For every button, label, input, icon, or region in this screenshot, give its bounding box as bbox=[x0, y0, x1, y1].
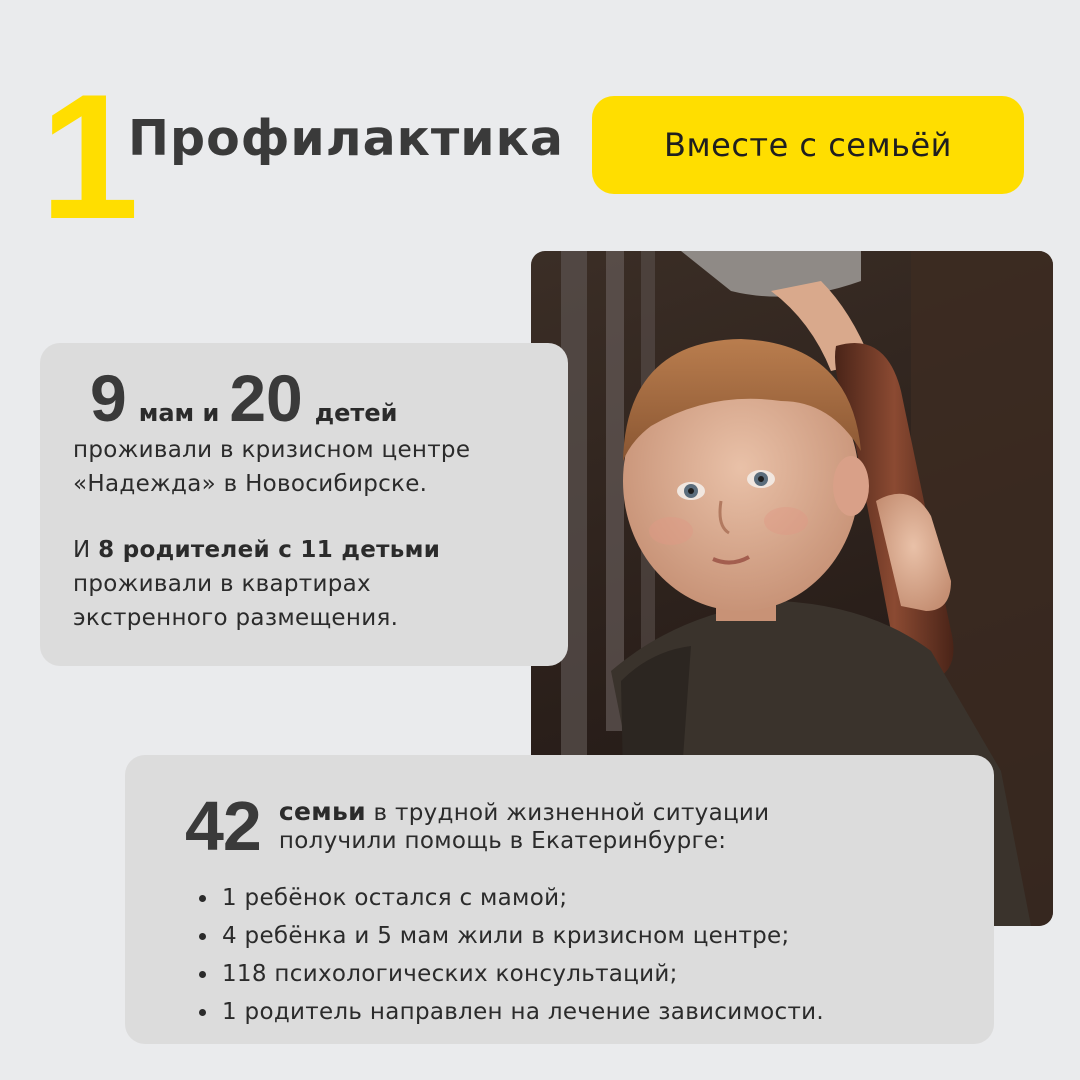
children-count: 20 bbox=[229, 361, 303, 435]
mothers-label: мам и bbox=[138, 399, 220, 427]
families-count: 42 bbox=[185, 787, 261, 865]
parents-children-count: 8 родителей с 11 детьми bbox=[98, 537, 441, 563]
emergency-line bbox=[73, 533, 553, 567]
tag-badge bbox=[592, 96, 1024, 194]
description-line: проживали в квартирах bbox=[73, 571, 371, 597]
stats-description bbox=[73, 433, 553, 635]
emergency-prefix: И bbox=[73, 537, 99, 563]
families-headline bbox=[185, 787, 770, 865]
description-line: «Надежда» в Новосибирске. bbox=[73, 471, 428, 497]
section-number: 1 bbox=[40, 57, 135, 256]
stats-card-novosibirsk bbox=[40, 343, 568, 666]
list-item: 118 психологических консультаций; bbox=[197, 955, 824, 993]
children-label: детей bbox=[314, 399, 398, 427]
description-line: экстренного размещения. bbox=[73, 605, 399, 631]
families-description bbox=[279, 798, 770, 855]
families-situation: в трудной жизненной ситуации bbox=[365, 799, 770, 826]
help-list bbox=[197, 879, 824, 1031]
tag-label: Вместе с семьёй bbox=[664, 126, 952, 164]
stats-headline bbox=[90, 361, 407, 435]
families-label: семьи bbox=[278, 796, 366, 826]
stats-card-ekaterinburg bbox=[125, 755, 994, 1044]
description-line: проживали в кризисном центре bbox=[73, 437, 471, 463]
list-item: 4 ребёнка и 5 мам жили в кризисном центре; bbox=[197, 917, 824, 955]
families-help-line: получили помощь в Екатеринбурге: bbox=[278, 827, 727, 854]
list-item: 1 ребёнок остался с мамой; bbox=[197, 879, 824, 917]
mothers-count: 9 bbox=[90, 361, 127, 435]
list-item: 1 родитель направлен на лечение зависимости. bbox=[197, 993, 824, 1031]
page-title: Профилактика bbox=[128, 110, 564, 167]
